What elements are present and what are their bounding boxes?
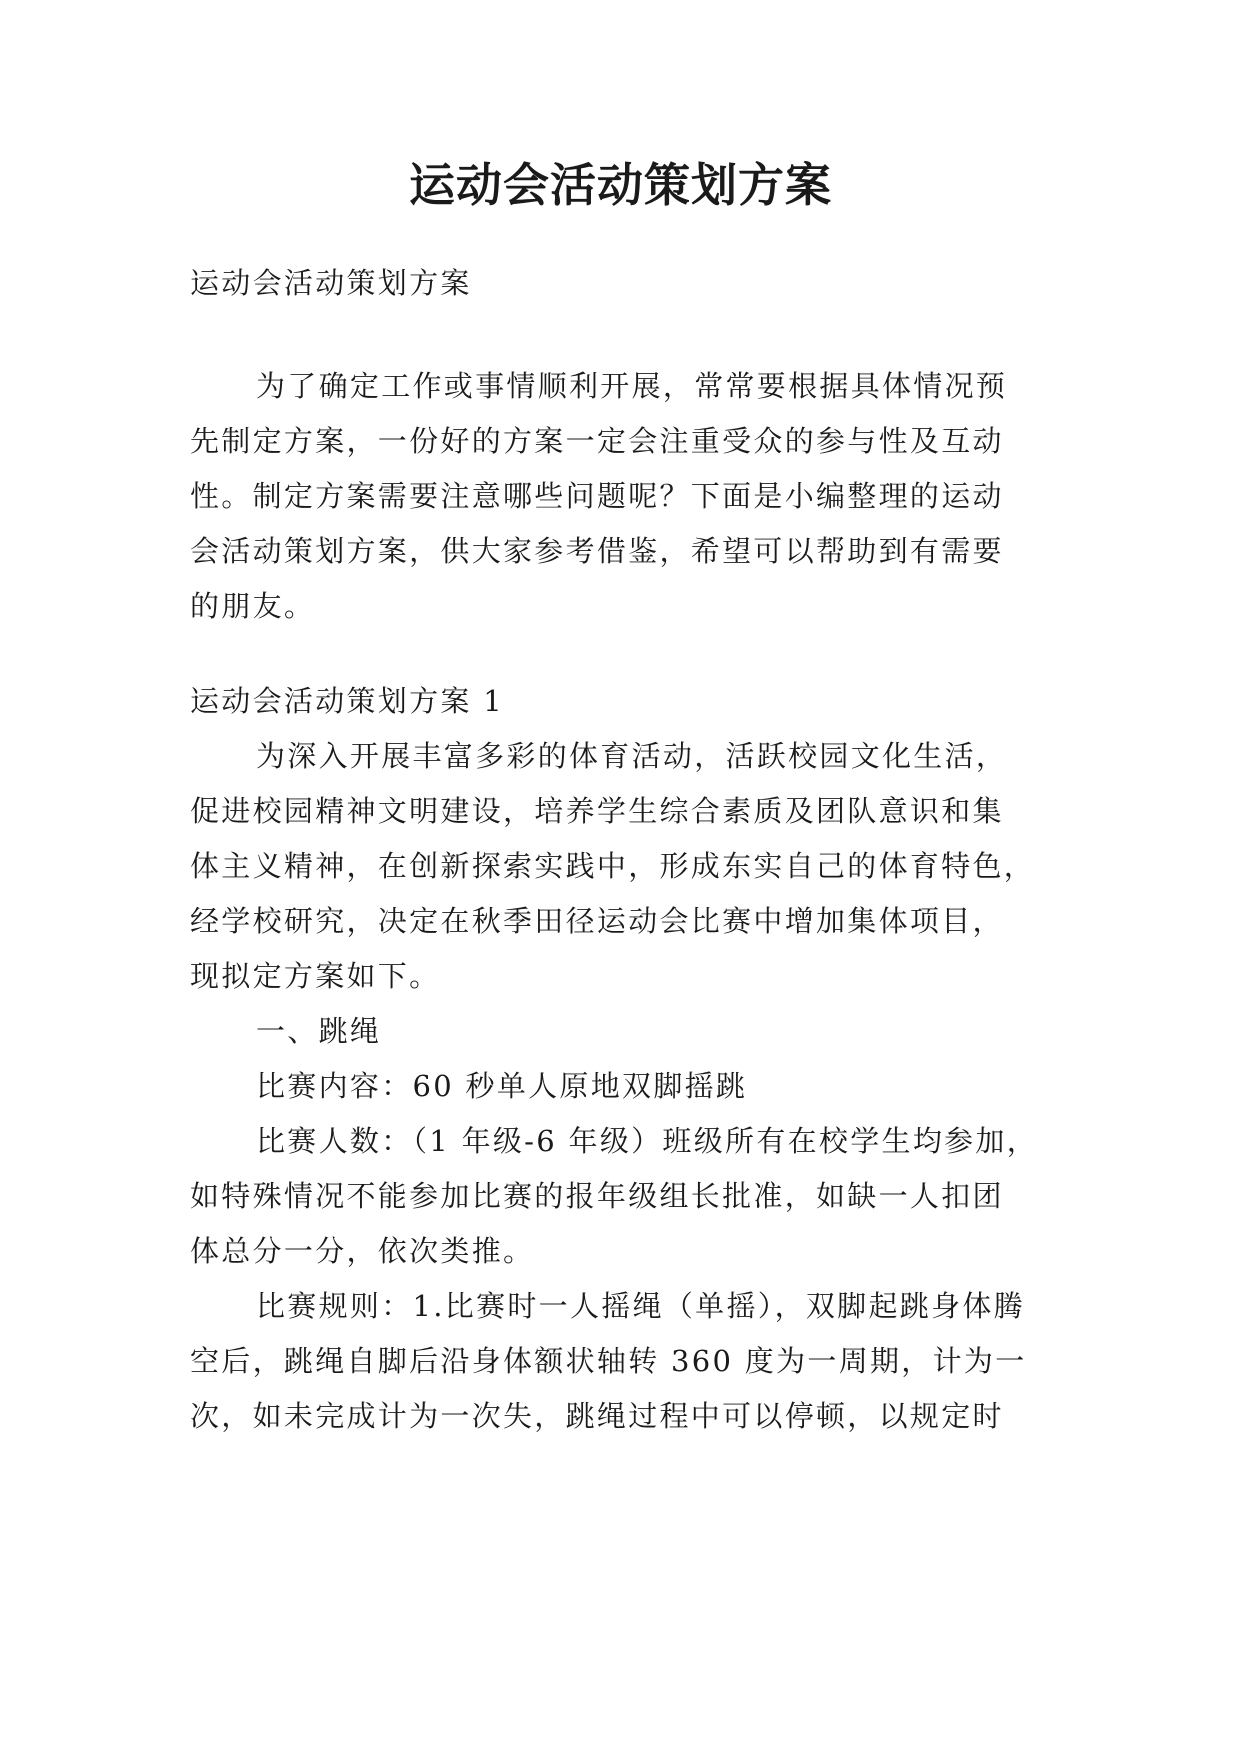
section-line: 现拟定方案如下。: [190, 959, 441, 993]
section-line: 体主义精神，在创新探索实践中，形成东实自己的体育特色，: [190, 849, 1036, 883]
participants-line: 体总分一分，依次类推。: [190, 1234, 535, 1268]
intro-line: 先制定方案，一份好的方案一定会注重受众的参与性及互动: [190, 424, 1004, 458]
section-line: 经学校研究，决定在秋季田径运动会比赛中增加集体项目，: [190, 904, 1004, 938]
section-heading: 运动会活动策划方案 1: [190, 684, 504, 718]
section-line: 促进校园精神文明建设，培养学生综合素质及团队意识和集: [190, 794, 1004, 828]
rules-line: 比赛规则：1.比赛时一人摇绳（单摇），双脚起跳身体腾: [256, 1289, 1025, 1323]
section-line: 为深入开展丰富多彩的体育活动，活跃校园文化生活，: [256, 739, 1008, 773]
participants-line: 如特殊情况不能参加比赛的报年级组长批准，如缺一人扣团: [190, 1179, 1004, 1213]
document-subtitle: 运动会活动策划方案: [190, 266, 472, 300]
intro-line: 的朋友。: [190, 589, 316, 623]
content-line: 比赛内容：60 秒单人原地双脚摇跳: [256, 1069, 748, 1103]
intro-line: 为了确定工作或事情顺利开展，常常要根据具体情况预: [256, 369, 1008, 403]
document-title: 运动会活动策划方案: [409, 158, 832, 212]
item-heading: 一、跳绳: [256, 1014, 382, 1048]
participants-line: 比赛人数：（1 年级-6 年级）班级所有在校学生均参加，: [256, 1124, 1039, 1158]
rules-line: 次，如未完成计为一次失，跳绳过程中可以停顿，以规定时: [190, 1399, 1004, 1433]
rules-line: 空后，跳绳自脚后沿身体额状轴转 360 度为一周期，计为一: [190, 1344, 1027, 1378]
intro-line: 性。制定方案需要注意哪些问题呢？下面是小编整理的运动: [190, 479, 1004, 513]
intro-line: 会活动策划方案，供大家参考借鉴，希望可以帮助到有需要: [190, 534, 1004, 568]
